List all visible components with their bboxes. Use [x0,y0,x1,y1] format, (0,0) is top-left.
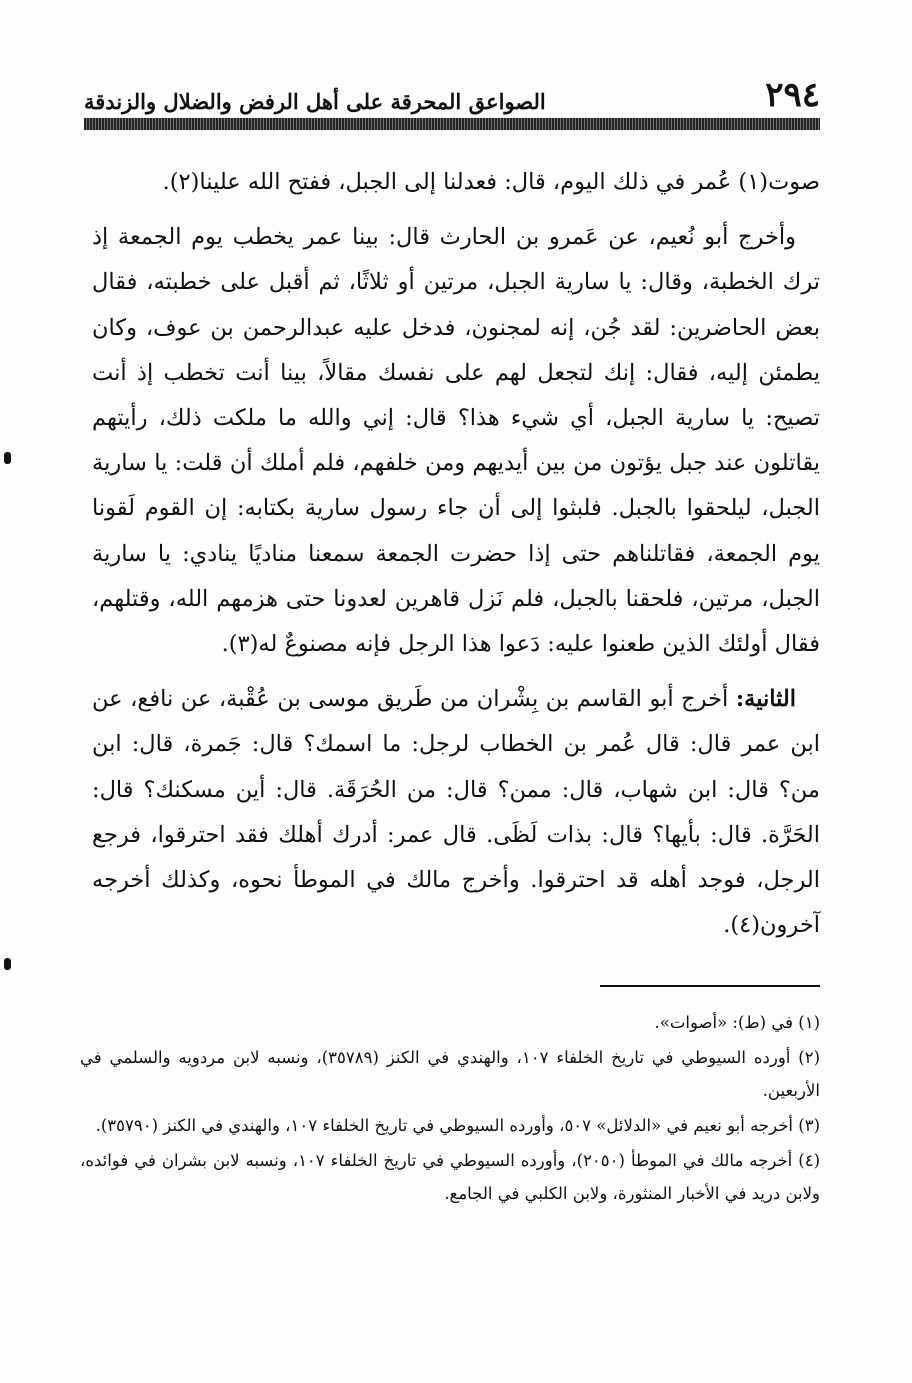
paragraph-3 [92,677,820,948]
paragraph-3-text: أخرج أبو القاسم بن بِشْران من طَريق موسى بن عُقْبة، عن نافع، عن ابن عمر قال: قال عُمر بن الخطاب لرجل: ما اسمك؟ قال: جَمرة، قال: ابن من؟ قال: ابن شهاب، قال: ممن؟ قال: من الحُرَقَة. قال: أين مسكنك؟ قال: الحَرَّة. قال: بأيها؟ قال: بذات لَظَى. قال عمر: أدرك أهلك فقد احترقوا، فرجع الرجل، فوجد أهله قد احترقوا. وأخرج مالك في الموطأ نحوه، وكذلك أخرجه آخرون(٤). [92,686,820,939]
margin-mark-bottom [4,958,11,970]
page-header [84,72,820,115]
footnotes [80,1006,820,1212]
footnote-1: (١) في (ط): «أصوات». [654,1013,820,1032]
paragraph-1: صوت(١) عُمر في ذلك اليوم، قال: فعدلنا إلى الجبل، ففتح الله علينا(٢). [162,169,820,195]
margin-mark-top [4,452,11,464]
main-text [92,160,820,958]
footnote-4: (٤) أخرجه مالك في الموطأ (٢٠٥٠)، وأورده السيوطي في تاريخ الخلفاء ١٠٧، ونسبه لابن بشران في فوائده، ولابن دريد في الأخبار المنثورة، ولابن الكلبي في الجامع. [80,1151,820,1203]
paragraph-3-lead: الثانية: [735,686,797,713]
footnote-separator [600,985,820,987]
footnote-2: (٢) أورده السيوطي في تاريخ الخلفاء ١٠٧، والهندي في الكنز (٣٥٧٨٩)، ونسبه لابن مردويه والسلمي في الأربعين. [80,1048,820,1100]
footnote-3: (٣) أخرجه أبو نعيم في «الدلائل» ٥٠٧، وأورده السيوطي في تاريخ الخلفاء ١٠٧، والهندي في الكنز (٣٥٧٩٠). [95,1116,820,1135]
header-rule [84,118,820,130]
paragraph-2: وأخرج أبو نُعيم، عن عَمرو بن الحارث قال: بينا عمر يخطب يوم الجمعة إذ ترك الخطبة، وقال: يا سارية الجبل، مرتين أو ثلاثًا، ثم أقبل على خطبته، فقال بعض الحاضرين: لقد جُن، إنه لمجنون، فدخل عليه عبدالرحمن بن عوف، وكان يطمئن إليه، فقال: إنك لتجعل لهم على نفسك مقالاً، بينا أنت تخطب إذ أنت تصيح: يا سارية الجبل، أي شيء هذا؟ قال: إني والله ما ملكت ذلك، رأيتهم يقاتلون عند جبل يؤتون من بين أيديهم ومن خلفهم، فلم أملك أن قلت: يا سارية الجبل، ليلحقوا بالجبل. فلبثوا إلى أن جاء رسول سارية بكتابه: إن القوم لَقونا يوم الجمعة، فقاتلناهم حتى إذا حضرت الجمعة سمعنا مناديًا ينادي: يا سارية الجبل، مرتين، فلحقنا بالجبل، فلم نَزل قاهرين لعدونا حتى هزمهم الله، وقتلهم، فقال أولئك الذين طعنوا عليه: دَعوا هذا الرجل فإنه مصنوعٌ له(٣). [92,224,820,658]
running-title: الصواعق المحرقة على أهل الرفض والضلال والزندقة [84,89,546,114]
page-number: ٢٩٤ [765,75,820,115]
